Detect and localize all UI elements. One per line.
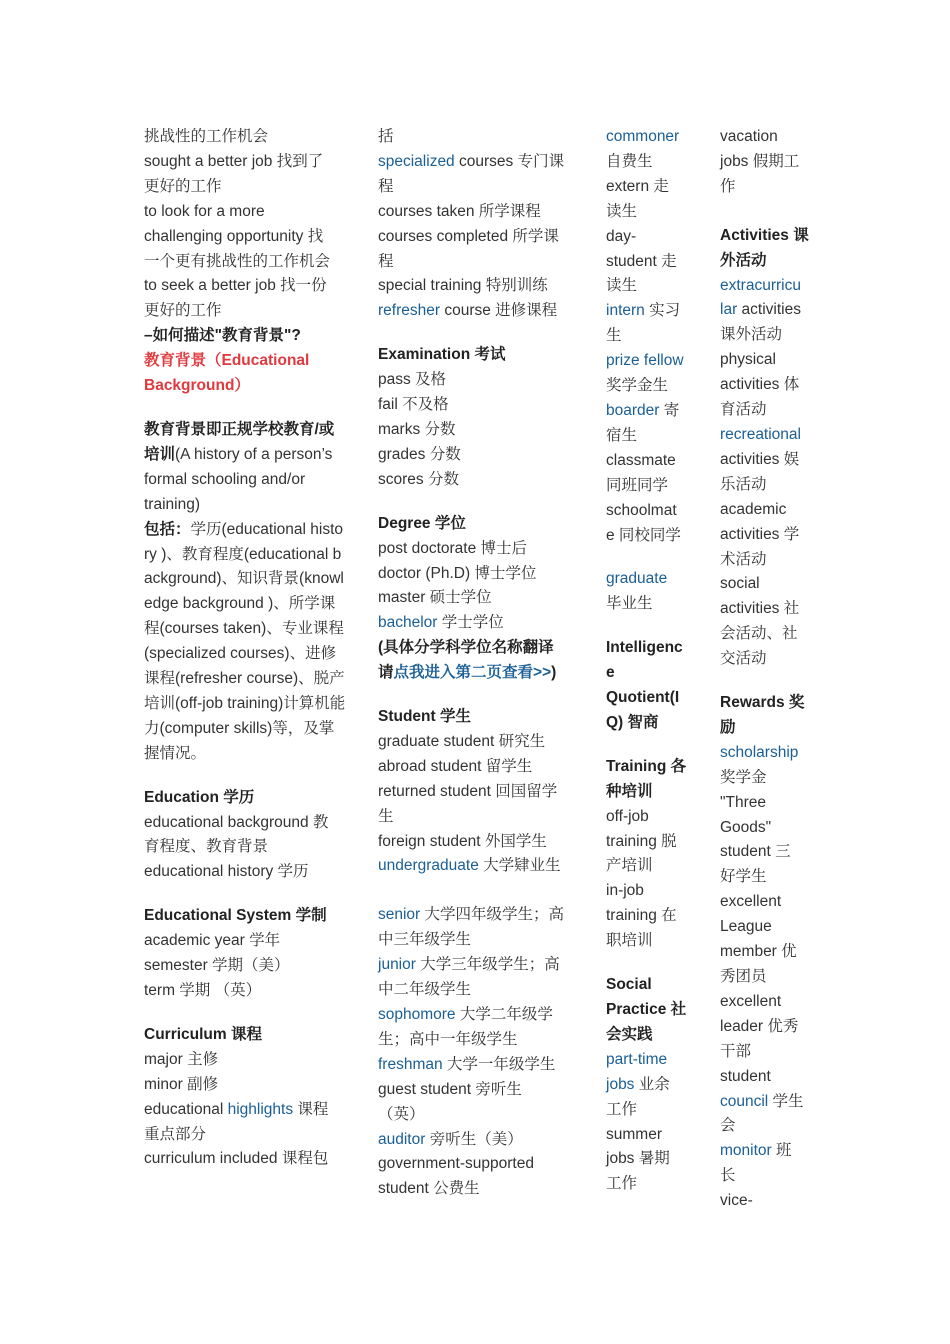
iq-title-cont: Quotient(I [606, 689, 680, 707]
text-line: academic year 学年 [144, 932, 281, 950]
part-time-link[interactable]: part-time [606, 1050, 668, 1068]
text-line: 一个更有挑战性的工作机会 [144, 252, 331, 270]
text-line: 程 [378, 177, 394, 195]
bachelor-link[interactable]: bachelor [378, 614, 438, 632]
text-line: 更好的工作 [144, 177, 222, 195]
text-fragment: 大学四年级学生；高 [420, 906, 565, 924]
text-line: training 脱 [606, 832, 677, 850]
sophomore-link[interactable]: sophomore [378, 1006, 456, 1023]
text-line [720, 298, 810, 323]
highlights-link[interactable]: highlights [227, 1100, 294, 1118]
text-fragment: 大学三年级学生；高 [415, 956, 560, 974]
activities-title-cont: 外活动 [720, 251, 767, 269]
social-practice-title-cont: Practice 社 [606, 1001, 687, 1018]
text-line [378, 953, 574, 978]
text-fragment: 大学肄业生 [478, 857, 561, 875]
text-line: 干部 [720, 1042, 752, 1060]
text-line: 奖学金 [720, 768, 767, 786]
text-line: 程 [378, 252, 394, 270]
text-line: 育活动 [720, 401, 767, 419]
jobs-link[interactable]: jobs [606, 1075, 635, 1093]
text-line: day- [606, 227, 637, 245]
column-3 [606, 125, 688, 1197]
text-line: 毕业生 [606, 595, 653, 613]
text-line: e 同校同学 [606, 526, 681, 544]
text-line: 读生 [606, 277, 638, 295]
list-item: marks 分数 [378, 420, 456, 438]
text-fragment: 学士学位 [437, 614, 504, 632]
refresher-link[interactable]: refresher [378, 302, 441, 320]
text-fragment: 课程 [293, 1100, 329, 1118]
list-item: scores 分数 [378, 470, 459, 488]
text-line: member 优 [720, 943, 797, 961]
text-line: "Three [720, 793, 766, 811]
text-line [606, 399, 688, 424]
text-line: minor 副修 [144, 1075, 219, 1093]
text-line: doctor (Ph.D) 博士学位 [378, 564, 537, 582]
text-line: sought a better job 找到了 [144, 152, 324, 170]
definition-text [144, 443, 346, 518]
column-4 [720, 125, 810, 1214]
text-fragment: courses 专门课 [454, 152, 565, 170]
definition-english: (A history of a person’s formal schooling and/or training) [144, 445, 333, 513]
definition-heading: 教育背景即正规学校教育/或 [144, 420, 335, 438]
text-line [720, 1139, 810, 1164]
prize-fellow-link[interactable]: prize fellow [606, 352, 684, 370]
text-line: 自费生 [606, 152, 653, 170]
text-line: 更好的工作 [144, 302, 222, 320]
text-line [378, 1128, 574, 1153]
text-line: term 学期 （英） [144, 982, 262, 999]
text-line: 生 [606, 327, 622, 345]
text-line [720, 1090, 810, 1115]
freshman-link[interactable]: freshman [378, 1055, 443, 1073]
text-line: special training 特别训练 [378, 277, 548, 295]
examination-title: Examination 考试 [378, 346, 506, 364]
includes-paragraph [144, 518, 346, 767]
text-line: excellent [720, 992, 782, 1010]
text-line: training 在 [606, 907, 677, 925]
definition-heading-cont: 培训 [144, 445, 176, 463]
monitor-link[interactable]: monitor [720, 1142, 772, 1160]
text-line [606, 1073, 688, 1098]
page-two-link[interactable]: 点我进入第二页查看>> [393, 664, 552, 682]
includes-text: 学历(educational history )、教育程度(educational background)、知识背景(knowledge background )、所学课程(courses taken)、专业课程(specialized courses)、进修课程(refresher course)、脱产培训(off-job training)计算机能力(computer skills)等，及掌握情况。 [144, 520, 346, 762]
text-line: 长 [720, 1167, 736, 1185]
text-line: abroad student 留学生 [378, 757, 533, 775]
text-line: to seek a better job 找一份 [144, 277, 327, 295]
text-fragment: 请 [378, 664, 394, 682]
text-fragment: 大学一年级学生 [442, 1055, 556, 1073]
text-line: 生 [378, 807, 394, 825]
text-line: 作 [720, 177, 736, 195]
text-line: classmate [606, 451, 676, 469]
text-line: 课外活动 [720, 326, 783, 344]
auditor-link[interactable]: auditor [378, 1130, 426, 1148]
text-line: post doctorate 博士后 [378, 539, 528, 557]
text-line: educational background 教 [144, 813, 329, 831]
educational-system-title: Educational System 学制 [144, 907, 327, 925]
text-line: 括 [378, 128, 394, 145]
text-fragment: activities [737, 301, 801, 319]
text-line [378, 611, 574, 636]
text-line: （英） [378, 1105, 425, 1123]
degree-note: (具体分学科学位名称翻译 [378, 639, 554, 657]
text-line: 秀团员 [720, 968, 767, 985]
text-fragment: 实习 [644, 302, 681, 320]
text-line: 工作 [606, 1175, 638, 1193]
text-line: 术活动 [720, 550, 767, 568]
text-line: leader 优秀 [720, 1017, 799, 1035]
senior-link[interactable]: senior [378, 906, 421, 924]
social-practice-title-cont: 会实践 [606, 1025, 653, 1043]
text-line: off-job [606, 807, 649, 825]
text-line: vice- [720, 1192, 753, 1210]
text-line: 奖学金生 [606, 377, 669, 395]
text-line: government-supported [378, 1155, 534, 1173]
column-1 [144, 125, 346, 1172]
text-line: student 三 [720, 843, 791, 861]
text-line: 挑战性的工作机会 [144, 128, 269, 145]
education-background-heading: 教育背景（Educational [144, 352, 310, 370]
list-item: fail 不及格 [378, 396, 449, 414]
text-line: 乐活动 [720, 475, 767, 493]
activities-title: Activities 课 [720, 226, 809, 244]
text-line: 同班同学 [606, 476, 669, 494]
text-line [378, 1003, 574, 1028]
text-fragment: 寄 [659, 401, 680, 419]
junior-link[interactable]: junior [378, 956, 416, 974]
text-line: 重点部分 [144, 1125, 207, 1143]
text-line: social [720, 575, 760, 593]
iq-title-cont: e [606, 664, 615, 682]
education-background-heading-cont: Background） [144, 377, 250, 395]
text-line: 好学生 [720, 868, 767, 886]
text-fragment: 旁听生（美） [425, 1130, 523, 1148]
text-fragment: course 进修课程 [440, 302, 558, 320]
text-line: schoolmat [606, 501, 677, 519]
text-line: courses completed 所学课 [378, 227, 559, 245]
rewards-title: Rewards 奖 [720, 694, 805, 712]
includes-label: 包括： [144, 520, 191, 538]
text-line: League [720, 918, 772, 936]
text-fragment: 班 [771, 1142, 792, 1160]
undergraduate-link[interactable]: undergraduate [378, 857, 479, 875]
text-line: 读生 [606, 202, 638, 220]
text-line: master 硕士学位 [378, 589, 492, 607]
text-line: extern 走 [606, 177, 669, 195]
text-line [378, 854, 574, 879]
graduate-link[interactable]: graduate [606, 570, 668, 588]
text-line: courses taken 所学课程 [378, 202, 541, 220]
text-fragment: 学生 [768, 1092, 804, 1110]
text-line: 宿生 [606, 426, 638, 444]
degree-title: Degree 学位 [378, 514, 466, 532]
text-line: activities 社 [720, 600, 800, 618]
text-line [378, 299, 574, 324]
text-line: challenging opportunity 找 [144, 227, 324, 245]
text-line: 工作 [606, 1100, 638, 1118]
text-line [606, 299, 688, 324]
text-fragment: 大学二年级学 [455, 1006, 553, 1023]
text-line: activities 学 [720, 525, 800, 543]
training-title: Training 各 [606, 757, 687, 775]
curriculum-title: Curriculum 课程 [144, 1025, 262, 1043]
scholarship-link[interactable]: scholarship [720, 743, 799, 761]
text-line: student 走 [606, 252, 677, 270]
text-line: excellent [720, 893, 782, 911]
iq-title: Intelligenc [606, 639, 683, 657]
text-line: jobs 假期工 [720, 152, 800, 170]
text-line: foreign student 外国学生 [378, 832, 547, 850]
text-line: educational history 学历 [144, 863, 309, 881]
text-line: activities 娱 [720, 450, 800, 468]
boarder-link[interactable]: boarder [606, 401, 660, 419]
text-line: semester 学期（美） [144, 957, 290, 975]
commoner-link[interactable]: commoner [606, 128, 680, 145]
text-line: 会 [720, 1117, 736, 1135]
text-line: returned student 回国留学 [378, 782, 558, 800]
list-item: pass 及格 [378, 371, 447, 389]
text-line: 中三年级学生 [378, 931, 472, 949]
text-line: student [720, 1067, 771, 1085]
extracurricular-link[interactable]: extracurricu [720, 276, 801, 294]
text-line: 中二年级学生 [378, 981, 472, 999]
text-line: 交活动 [720, 650, 767, 668]
text-line: curriculum included 课程包 [144, 1150, 329, 1168]
iq-title-cont: Q) 智商 [606, 713, 659, 731]
text-line: 育程度、教育背景 [144, 838, 269, 856]
text-fragment: 业余 [634, 1075, 670, 1093]
intern-link[interactable]: intern [606, 302, 645, 320]
social-practice-title: Social [606, 976, 652, 994]
text-line: in-job [606, 882, 644, 900]
text-line: guest student 旁听生 [378, 1080, 522, 1098]
howto-heading: –如何描述"教育背景"? [144, 327, 301, 345]
text-line: physical [720, 351, 776, 369]
text-line [144, 1098, 346, 1123]
text-line: 产培训 [606, 857, 653, 875]
text-line: jobs 暑期 [606, 1150, 670, 1168]
text-line [378, 150, 574, 175]
text-line: activities 体 [720, 376, 800, 394]
text-line: 会活动、社 [720, 625, 798, 643]
text-fragment: educational [144, 1100, 228, 1118]
text-line [378, 1053, 574, 1078]
degree-note-cont [378, 661, 574, 686]
text-line: student 公费生 [378, 1180, 480, 1198]
training-title-cont: 种培训 [606, 782, 653, 800]
specialized-link[interactable]: specialized [378, 152, 455, 170]
text-line: academic [720, 500, 787, 518]
council-link[interactable]: council [720, 1092, 769, 1110]
rewards-title-cont: 励 [720, 718, 736, 736]
text-line: summer [606, 1125, 662, 1143]
text-line: vacation [720, 128, 778, 145]
text-line: to look for a more [144, 202, 265, 220]
column-2 [378, 125, 574, 1202]
extracurricular-link-cont[interactable]: lar [720, 301, 738, 319]
text-line: 职培训 [606, 932, 653, 950]
list-item: grades 分数 [378, 445, 461, 463]
text-line: graduate student 研究生 [378, 732, 546, 750]
text-fragment: ) [551, 664, 557, 682]
student-title: Student 学生 [378, 708, 471, 726]
text-line: Goods" [720, 818, 772, 836]
text-line [378, 903, 574, 928]
text-line: 生；高中一年级学生 [378, 1030, 518, 1048]
education-section-title: Education 学历 [144, 788, 255, 806]
recreational-link[interactable]: recreational [720, 425, 801, 443]
text-line: major 主修 [144, 1050, 219, 1068]
